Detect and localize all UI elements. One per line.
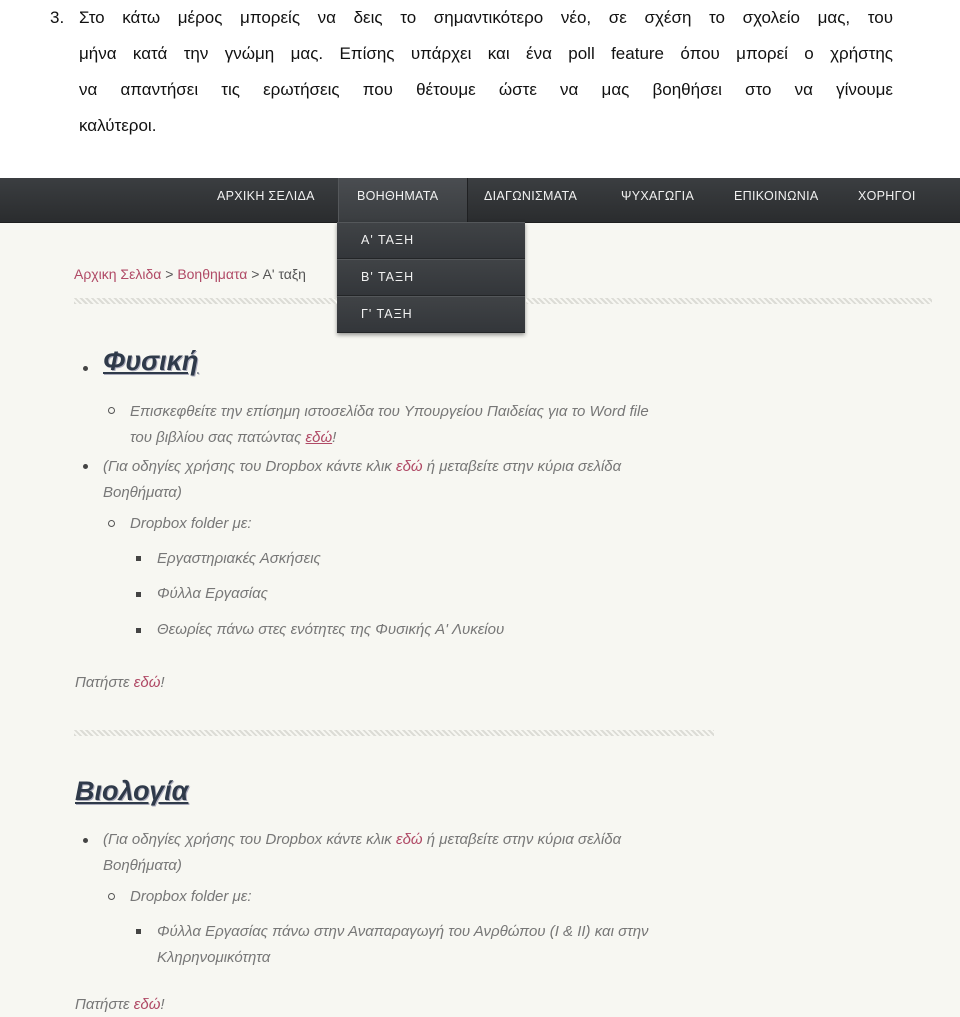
section-title-biology[interactable]: Βιολογία xyxy=(75,776,189,806)
website-screenshot xyxy=(0,178,960,1017)
bullet xyxy=(83,464,88,469)
visit-text xyxy=(130,425,336,451)
bullet xyxy=(108,407,115,414)
press-text: Πατήστε xyxy=(75,996,134,1013)
press-here xyxy=(75,992,165,1017)
bullet xyxy=(83,366,88,371)
paragraph-line: καλύτεροι. xyxy=(79,116,157,135)
list-number: 3. xyxy=(50,8,65,27)
divider xyxy=(526,298,932,304)
breadcrumb-separator: > xyxy=(247,266,263,282)
bullet xyxy=(83,838,88,843)
bullet xyxy=(108,520,115,527)
breadcrumb-section[interactable]: Βοηθηματα xyxy=(177,266,248,282)
visit-line: Επισκεφθείτε την επίσημη ιστοσελίδα του Υπουργείου Παιδείας για το Word file xyxy=(130,403,649,420)
dropdown-menu xyxy=(337,222,525,333)
folder-label: Dropbox folder με: xyxy=(130,515,252,532)
dropdown-item-a-taxi[interactable]: Α' ΤΑΞΗ xyxy=(337,222,525,259)
folder-item[interactable]: Φύλλα Εργασίας πάνω στην Αναπαραγωγή του Ανρθώπου (I & II) και στην xyxy=(157,923,649,940)
nav-item-diagonismata[interactable]: ΔΙΑΓΩΝΙΣΜΑΤΑ xyxy=(484,189,578,203)
press-here xyxy=(75,670,165,696)
nav-item-psyxagogia[interactable]: ΨΥΧΑΓΩΓΙΑ xyxy=(621,189,695,203)
instructions-text: (Για οδηγίες χρήσης του Dropbox κάντε κλικ xyxy=(103,831,396,848)
bullet xyxy=(136,929,141,934)
press-link[interactable]: εδώ xyxy=(133,996,161,1013)
nav-item-home[interactable]: ΑΡΧΙΚΗ ΣΕΛΙΔΑ xyxy=(217,189,315,203)
paragraph-line: Στο κάτω μέρος μπορείς να δεις το σημαντικότερο νέο, σε σχέση το σχολείο μας, του xyxy=(79,8,893,27)
dropbox-instructions xyxy=(103,827,621,853)
nav-item-epikoinonia[interactable]: ΕΠΙΚΟΙΝΩΝΙΑ xyxy=(734,189,819,203)
dropdown-item-b-taxi[interactable]: Β' ΤΑΞΗ xyxy=(337,259,525,296)
breadcrumb-separator: > xyxy=(161,266,178,282)
divider xyxy=(74,298,337,304)
press-text: Πατήστε xyxy=(75,674,134,691)
visit-text xyxy=(130,399,649,425)
dropbox-help-link[interactable]: εδώ xyxy=(395,458,423,475)
dropbox-instructions: Βοηθήματα) xyxy=(103,484,182,501)
bullet xyxy=(136,628,141,633)
dropbox-instructions: Βοηθήματα) xyxy=(103,857,182,874)
folder-item[interactable]: Κληρηνομικότητα xyxy=(157,949,271,966)
section-title-physics[interactable]: Φυσική xyxy=(103,346,199,376)
dropdown-item-g-taxi[interactable]: Γ' ΤΑΞΗ xyxy=(337,296,525,333)
nav-item-xorigoi[interactable]: ΧΟΡΗΓΟΙ xyxy=(858,189,916,203)
top-navigation xyxy=(0,178,960,223)
punctuation: ! xyxy=(332,429,337,446)
folder-item[interactable]: Φύλλα Εργασίας xyxy=(157,585,268,602)
breadcrumb-current: Α' ταξη xyxy=(262,266,306,282)
press-link[interactable]: εδώ xyxy=(133,674,161,691)
paragraph xyxy=(79,0,893,144)
dropbox-help-link[interactable]: εδώ xyxy=(395,831,423,848)
paragraph-line: μήνα κατά την γνώμη μας. Επίσης υπάρχει και ένα poll feature όπου μπορεί ο χρήστης xyxy=(79,44,893,63)
folder-label: Dropbox folder με: xyxy=(130,888,252,905)
breadcrumb xyxy=(74,266,306,282)
dropbox-instructions xyxy=(103,454,621,480)
nav-item-voithimata[interactable]: ΒΟΗΘΗΜΑΤΑ xyxy=(338,178,468,222)
visit-line: του βιβλίου σας πατώντας xyxy=(130,429,306,446)
punctuation: ! xyxy=(160,674,165,691)
bullet xyxy=(136,592,141,597)
divider xyxy=(74,730,714,736)
instructions-text: ή μεταβείτε στην κύρια σελίδα xyxy=(422,458,622,475)
bullet xyxy=(108,893,115,900)
folder-item[interactable]: Εργαστηριακές Ασκήσεις xyxy=(157,550,321,567)
instructions-text: (Για οδηγίες χρήσης του Dropbox κάντε κλικ xyxy=(103,458,396,475)
visit-link[interactable]: εδώ xyxy=(305,429,333,446)
bullet xyxy=(136,556,141,561)
breadcrumb-home[interactable]: Αρχικη Σελιδα xyxy=(74,266,162,282)
paragraph-line: να απαντήσει τις ερωτήσεις που θέτουμε ώστε να μας βοηθήσει στο να γίνουμε xyxy=(79,80,893,99)
folder-item[interactable]: Θεωρίες πάνω στες ενότητες της Φυσικής Α' Λυκείου xyxy=(157,621,505,638)
instructions-text: ή μεταβείτε στην κύρια σελίδα xyxy=(422,831,622,848)
punctuation: ! xyxy=(160,996,165,1013)
